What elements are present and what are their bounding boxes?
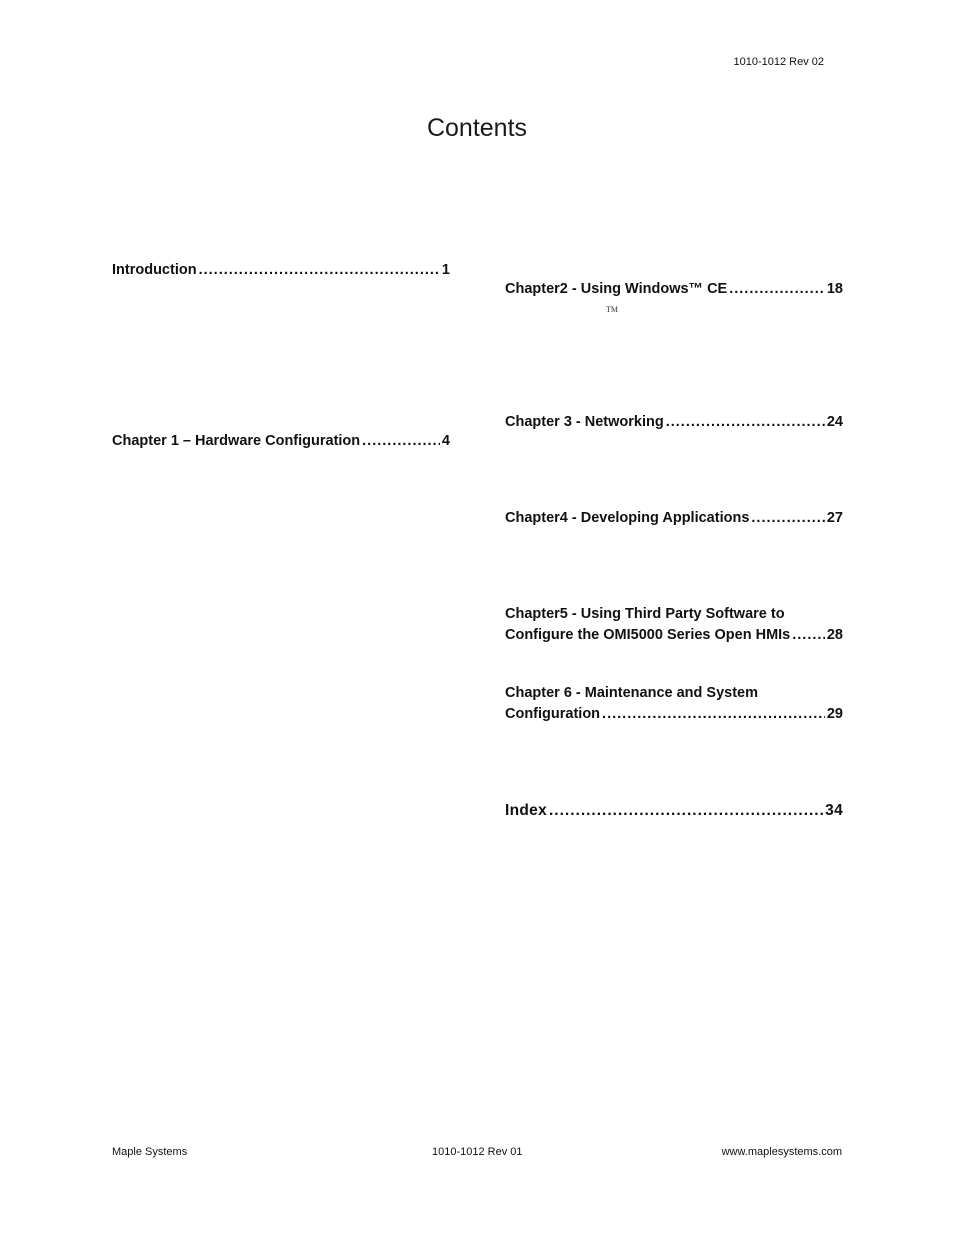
toc-entry-chapter-2[interactable] xyxy=(505,279,843,300)
toc-label: Chapter 1 – Hardware Configuration xyxy=(112,433,361,449)
toc-entry-index[interactable] xyxy=(505,800,843,821)
toc-label: Index xyxy=(505,802,547,819)
toc-leader-dots xyxy=(666,412,825,433)
footer-website: www.maplesystems.com xyxy=(721,1146,842,1158)
trademark-note: TM xyxy=(606,305,618,314)
toc-label: Introduction xyxy=(112,262,197,278)
toc-page-number: 4 xyxy=(441,433,450,449)
toc-entry-introduction[interactable] xyxy=(112,260,450,281)
toc-label-line-1: Chapter5 - Using Third Party Software to xyxy=(505,606,785,622)
footer-doc-id: 1010-1012 Rev 01 xyxy=(432,1146,523,1158)
toc-leader-dots xyxy=(362,431,440,452)
toc-entry-chapter-6[interactable] xyxy=(505,683,843,725)
toc-entry-chapter-1[interactable] xyxy=(112,431,450,452)
toc-page-number: 27 xyxy=(826,510,843,526)
toc-entry-chapter-3[interactable] xyxy=(505,412,843,433)
toc-page-number: 29 xyxy=(826,706,843,722)
toc-entry-chapter-4[interactable] xyxy=(505,508,843,529)
toc-label: Chapter 3 - Networking xyxy=(505,414,664,430)
toc-page-number: 1 xyxy=(441,262,450,278)
header-doc-id: 1010-1012 Rev 02 xyxy=(733,56,824,68)
toc-page-number: 34 xyxy=(825,802,843,819)
toc-leader-dots xyxy=(199,260,440,281)
footer-company: Maple Systems xyxy=(112,1146,188,1158)
toc-leader-dots xyxy=(792,625,825,646)
toc-leader-dots xyxy=(602,704,825,725)
toc-label-line-2: Configuration xyxy=(505,706,601,722)
toc-label-line-2: Configure the OMI5000 Series Open HMIs xyxy=(505,627,791,643)
page-title: Contents xyxy=(426,114,528,142)
toc-page-number: 28 xyxy=(826,627,843,643)
toc-label: Chapter2 - Using Windows™ CE xyxy=(505,281,728,297)
toc-label: Chapter4 - Developing Applications xyxy=(505,510,750,526)
toc-label-line-1: Chapter 6 - Maintenance and System xyxy=(505,685,759,701)
toc-page-number: 18 xyxy=(826,281,843,297)
toc-leader-dots xyxy=(729,279,825,300)
toc-entry-chapter-5[interactable] xyxy=(505,604,843,646)
toc-leader-dots xyxy=(751,508,824,529)
toc-leader-dots xyxy=(549,800,823,821)
toc-page-number: 24 xyxy=(826,414,843,430)
